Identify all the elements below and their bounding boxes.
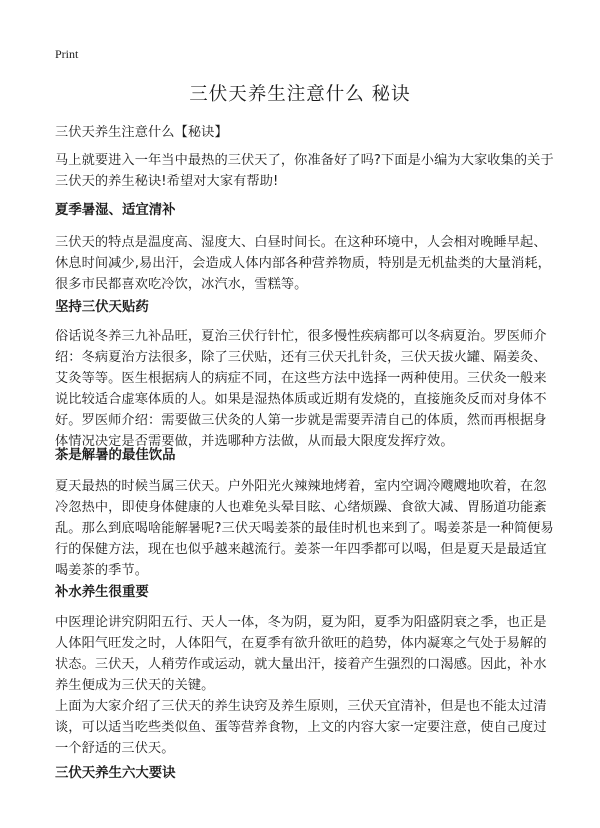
section-paragraph-1: 三伏天的特点是温度高、湿度大、白昼时间长。在这种环境中，人会相对晚睡早起、休息时间减少,易出汗，会造成人体内部各种营养物质，特别是无机盐类的大量消耗，很多市民都喜欢吃冷饮，冰汽水，雪糕等。: [55, 235, 551, 292]
print-link[interactable]: Print: [55, 47, 79, 61]
section-paragraph-2: 俗话说冬养三九补品旺，夏治三伏行针忙，很多慢性疾病都可以冬病夏治。罗医师介绍：冬病夏治方法很多，除了三伏贴，还有三伏天扎针灸，三伏天拔火罐、隔姜灸、艾灸等等。医生根据病人的病症不同，在这些方法中选择一两种使用。三伏灸一般来说比较适合虚寒体质的人。如果是湿热体质或近期有发烧的，直接施灸反而对身体不好。罗医师介绍：需要做三伏灸的人第一步就是需要弄清自己的体质，然而再根据身体情况决定是否需要做，并选哪种方法做，从而最大限度发挥疗效。: [55, 329, 547, 449]
section-heading-1: 夏季暑湿、适宜清补: [55, 203, 176, 218]
final-heading: 三伏天养生六大要诀: [55, 766, 176, 781]
page-title: 三伏天养生注意什么 秘诀: [189, 84, 411, 105]
summary-paragraph: 上面为大家介绍了三伏天的养生诀窍及养生原则，三伏天宜清补，但是也不能太过清谈，可以适当吃些类似鱼、蛋等营养食物，上文的内容大家一定要注意，使自己度过一个舒适的三伏天。: [55, 699, 547, 756]
section-heading-4: 补水养生很重要: [55, 585, 149, 600]
article-subtitle: 三伏天养生注意什么【秘诀】: [55, 125, 228, 140]
section-heading-3: 茶是解暑的最佳饮品: [55, 448, 176, 463]
section-paragraph-3: 夏天最热的时候当属三伏天。户外阳光火辣辣地烤着，室内空调冷飕飕地吹着，在忽冷忽热中，即使身体健康的人也难免头晕目眩、心绪烦躁、食欲大减、胃肠道功能紊乱。那么到底喝啥能解暑呢?三伏天喝姜茶的最佳时机也来到了。喝姜茶是一种简便易行的保健方法，现在也似乎越来越流行。姜茶一年四季都可以喝，但是夏天是最适宜喝姜茶的季节。: [55, 479, 554, 578]
section-heading-2: 坚持三伏天贴药: [55, 300, 149, 315]
section-paragraph-4: 中医理论讲究阴阳五行、天人一体，冬为阴，夏为阳，夏季为阳盛阴衰之季，也正是人体阳气旺发之时，人体阳气，在夏季有欲升欲旺的趋势，体内凝寒之气处于易解的状态。三伏天，人稍劳作或运动，就大量出汗，接着产生强烈的口渴感。因此，补水养生便成为三伏天的关键。: [55, 615, 547, 693]
intro-paragraph: 马上就要进入一年当中最热的三伏天了，你准备好了吗?下面是小编为大家收集的关于三伏天的养生秘诀!希望对大家有帮助!: [55, 153, 554, 189]
